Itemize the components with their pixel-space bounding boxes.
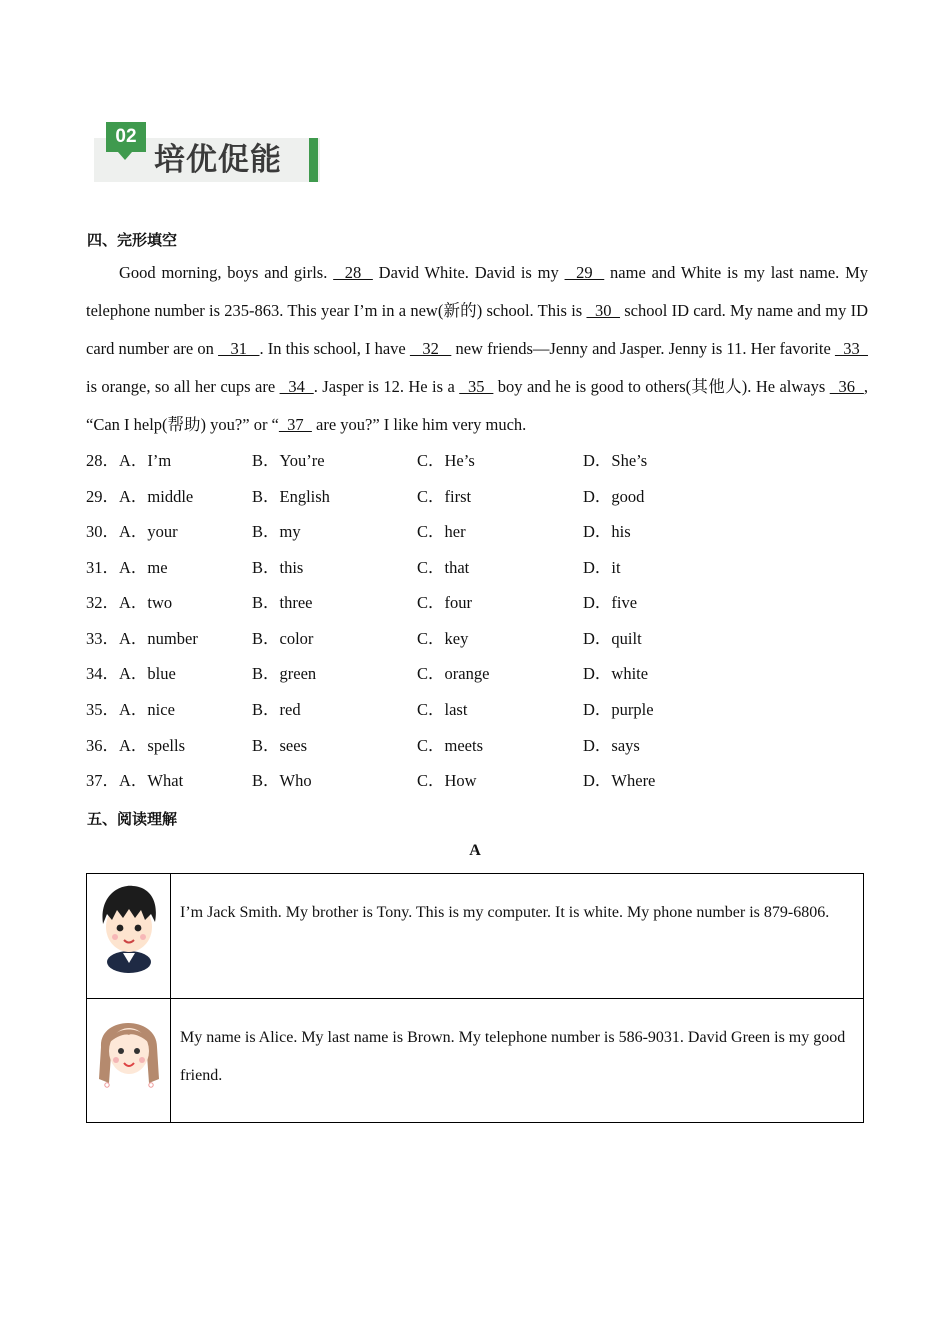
cloze-blank: 29 <box>564 263 605 282</box>
reading-table <box>86 873 864 1123</box>
cloze-blank: 30 <box>586 301 620 320</box>
question-number: 29． <box>86 487 119 506</box>
option-c[interactable]: C．orange <box>417 664 490 683</box>
passage-title: A <box>469 842 481 859</box>
cloze-blank: 33 <box>834 339 869 358</box>
option-a[interactable]: A．What <box>119 771 184 790</box>
reading-section-heading: 五、阅读理解 <box>87 810 178 828</box>
girl-avatar-icon <box>87 999 170 1123</box>
option-b[interactable]: B．You’re <box>252 451 325 470</box>
option-c[interactable]: C．meets <box>417 736 483 755</box>
passage-segment: . In this school, I have <box>259 339 410 358</box>
passage-segment: David White. David is my <box>372 263 565 282</box>
passage-segment: boy and he is good to others(其他人). He always <box>493 377 830 396</box>
question-number: 35． <box>86 700 119 719</box>
banner-accent-bar <box>309 138 318 182</box>
cloze-passage-text <box>86 254 868 444</box>
question-row <box>86 522 886 558</box>
cloze-blank: 32 <box>409 339 452 358</box>
question-row <box>86 700 886 736</box>
option-c[interactable]: C．four <box>417 593 472 612</box>
option-d[interactable]: D．quilt <box>583 629 642 648</box>
option-d[interactable]: D．Where <box>583 771 656 790</box>
option-b[interactable]: B．this <box>252 558 304 577</box>
question-number: 36． <box>86 736 119 755</box>
passage-segment: Good morning, boys and girls. <box>119 263 334 282</box>
option-c[interactable]: C．How <box>417 771 477 790</box>
question-row <box>86 487 886 523</box>
badge-tail-shape <box>118 152 132 160</box>
passage-segment: , “Can I help(帮助) you?” or “ <box>86 377 869 434</box>
option-a[interactable]: A．I’m <box>119 451 172 470</box>
option-c[interactable]: C．He’s <box>417 451 475 470</box>
option-c[interactable]: C．key <box>417 629 469 648</box>
section-banner <box>94 120 324 184</box>
option-c[interactable]: C．her <box>417 522 466 541</box>
row-text: My name is Alice. My last name is Brown. My telephone number is 586-9031. David Green is my good friend. <box>180 1029 846 1084</box>
question-row <box>86 558 886 594</box>
passage-segment: name and White is my last name. My telephone number is 235-863. This year I’m in a new(新的) school. This is <box>86 263 868 320</box>
option-d[interactable]: D．five <box>583 593 638 612</box>
option-a[interactable]: A．spells <box>119 736 185 755</box>
table-image-cell <box>87 999 171 1123</box>
banner-title: 培优促能 <box>154 142 282 178</box>
cloze-blank: 35 <box>459 377 494 396</box>
question-row <box>86 664 886 700</box>
question-number: 33． <box>86 629 119 648</box>
passage-segment: is orange, so all her cups are <box>86 377 280 396</box>
cloze-blank: 36 <box>829 377 864 396</box>
passage-segment: school ID card. My name and my ID card number are on <box>86 301 868 358</box>
option-b[interactable]: B．English <box>252 487 330 506</box>
option-b[interactable]: B．three <box>252 593 313 612</box>
option-a[interactable]: A．me <box>119 558 168 577</box>
banner-badge: 02 <box>106 122 146 152</box>
question-number: 32． <box>86 593 119 612</box>
question-number: 31． <box>86 558 119 577</box>
cloze-section-heading: 四、完形填空 <box>87 231 178 249</box>
question-number: 37． <box>86 771 119 790</box>
option-d[interactable]: D．white <box>583 664 649 683</box>
option-d[interactable]: D．it <box>583 558 621 577</box>
cloze-passage <box>86 254 868 444</box>
question-number: 30． <box>86 522 119 541</box>
option-c[interactable]: C．that <box>417 558 470 577</box>
passage-segment: new friends—Jenny and Jasper. Jenny is 11. Her favorite <box>451 339 835 358</box>
cloze-blank: 34 <box>279 377 314 396</box>
option-d[interactable]: D．says <box>583 736 640 755</box>
option-a[interactable]: A．middle <box>119 487 194 506</box>
option-d[interactable]: D．good <box>583 487 645 506</box>
option-a[interactable]: A．two <box>119 593 173 612</box>
question-number: 28． <box>86 451 119 470</box>
option-b[interactable]: B．green <box>252 664 317 683</box>
cloze-blank: 28 <box>333 263 373 282</box>
question-row <box>86 771 886 807</box>
option-b[interactable]: B．sees <box>252 736 307 755</box>
cloze-blank: 31 <box>218 339 260 358</box>
row-text: I’m Jack Smith. My brother is Tony. This is my computer. It is white. My phone number is 879-6806. <box>180 904 830 921</box>
option-a[interactable]: A．your <box>119 522 178 541</box>
question-row <box>86 736 886 772</box>
option-b[interactable]: B．red <box>252 700 301 719</box>
table-image-cell <box>87 874 171 998</box>
question-number: 34． <box>86 664 119 683</box>
option-d[interactable]: D．his <box>583 522 631 541</box>
table-row <box>87 874 863 998</box>
option-a[interactable]: A．blue <box>119 664 176 683</box>
passage-segment: . Jasper is 12. He is a <box>313 377 460 396</box>
question-row <box>86 629 886 665</box>
question-row <box>86 451 886 487</box>
option-c[interactable]: C．last <box>417 700 468 719</box>
option-b[interactable]: B．Who <box>252 771 312 790</box>
option-a[interactable]: A．number <box>119 629 198 648</box>
option-a[interactable]: A．nice <box>119 700 175 719</box>
option-d[interactable]: D．She’s <box>583 451 648 470</box>
option-b[interactable]: B．my <box>252 522 301 541</box>
question-row <box>86 593 886 629</box>
option-b[interactable]: B．color <box>252 629 314 648</box>
cloze-blank: 37 <box>278 415 312 434</box>
passage-segment: are you?” I like him very much. <box>311 415 527 434</box>
boy-avatar-icon <box>87 874 170 998</box>
table-row <box>87 998 863 1123</box>
option-c[interactable]: C．first <box>417 487 472 506</box>
option-d[interactable]: D．purple <box>583 700 654 719</box>
